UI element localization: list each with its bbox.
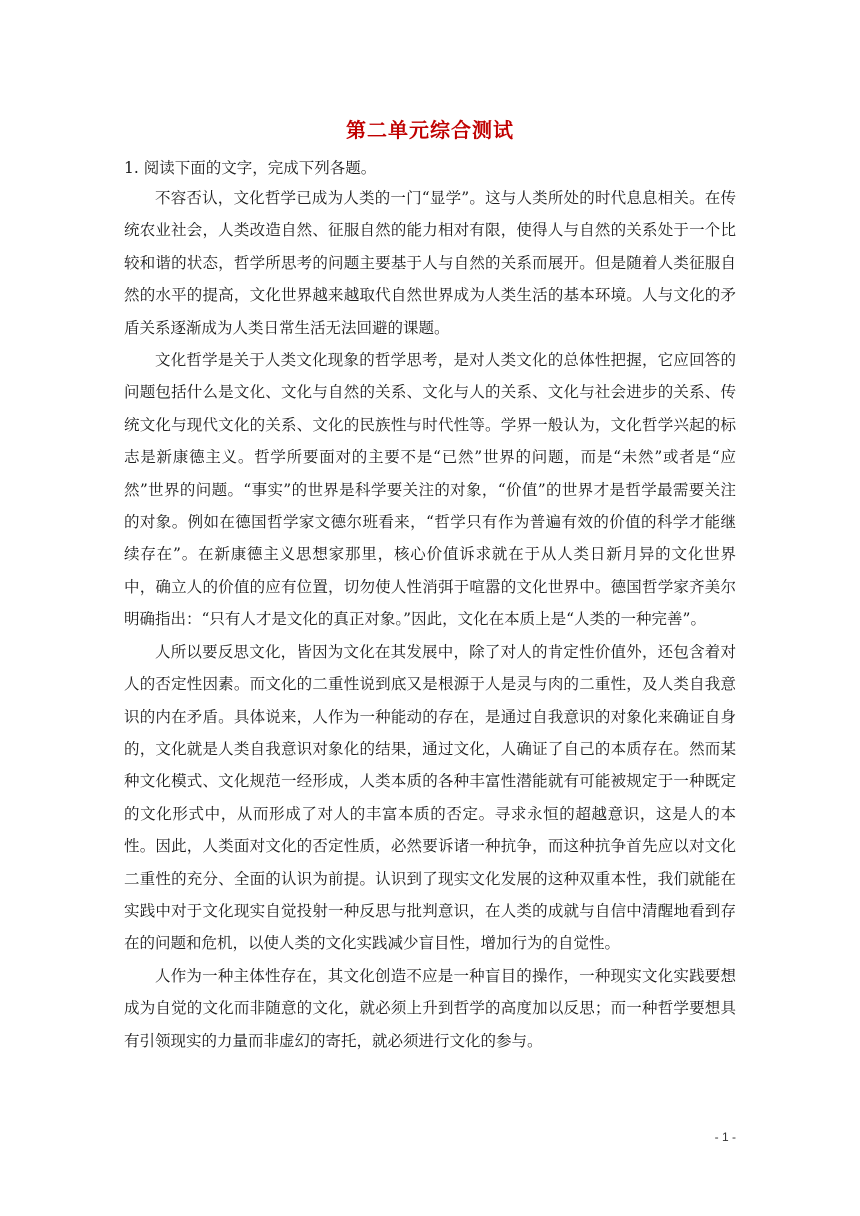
paragraph-2: 文化哲学是关于人类文化现象的哲学思考，是对人类文化的总体性把握，它应回答的问题包括什么是文化、文化与自然的关系、文化与人的关系、文化与社会进步的关系、传统文化与现代文化的关系、文化的民族性与时代性等。学界一般认为，文化哲学兴起的标志是新康德主义。哲学所要面对的主要不是“已然”世界的问题，而是“未然”或者是“应然”世界的问题。“事实”的世界是科学要关注的对象，“价值”的世界才是哲学最需要关注的对象。例如在德国哲学家文德尔班看来，“哲学只有作为普遍有效的价值的科学才能继续存在”。在新康德主义思想家那里，核心价值诉求就在于从人类日新月异的文化世界中，确立人的价值的应有位置，切勿使人性消弭于喧嚣的文化世界中。德国哲学家齐美尔明确指出：“只有人才是文化的真正对象。”因此，文化在本质上是“人类的一种完善”。: [124, 351, 736, 629]
paragraph-4: 人作为一种主体性存在，其文化创造不应是一种盲目的操作，一种现实文化实践要想成为自觉的文化而非随意的文化，就必须上升到哲学的高度加以反思；而一种哲学要想具有引领现实的力量而非虚幻的寄托，就必须进行文化的参与。: [124, 966, 736, 1050]
paragraph-3: 人所以要反思文化，皆因为文化在其发展中，除了对人的肯定性价值外，还包含着对人的否定性因素。而文化的二重性说到底又是根源于人是灵与肉的二重性，及人类自我意识的内在矛盾。具体说来，人作为一种能动的存在，是通过自我意识的对象化来确证自身的，文化就是人类自我意识对象化的结果，通过文化，人确证了自己的本质存在。然而某种文化模式、文化规范一经形成，人类本质的各种丰富性潜能就有可能被规定于一种既定的文化形式中，从而形成了对人的丰富本质的否定。寻求永恒的超越意识，这是人的本性。因此，人类面对文化的否定性质，必然要诉诸一种抗争，而这种抗争首先应以对文化二重性的充分、全面的认识为前提。认识到了现实文化发展的这种双重本性，我们就能在实践中对于文化现实自觉投射一种反思与批判意识，在人类的成就与自信中清醒地看到存在的问题和危机，以使人类的文化实践减少盲目性，增加行为的自觉性。: [124, 642, 736, 953]
page-number: - 1 -: [714, 1130, 736, 1144]
document-title: 第二单元综合测试: [346, 118, 514, 142]
passage-body: [124, 182, 736, 1057]
question-intro: 1. 阅读下面的文字，完成下列各题。: [124, 159, 377, 177]
paragraph-1: 不容否认，文化哲学已成为人类的一门“显学”。这与人类所处的时代息息相关。在传统农业社会，人类改造自然、征服自然的能力相对有限，使得人与自然的关系处于一个比较和谐的状态，哲学所思考的问题主要基于人与自然的关系而展开。但是随着人类征服自然的水平的提高，文化世界越来越取代自然世界成为人类生活的基本环境。人与文化的矛盾关系逐渐成为人类日常生活无法回避的课题。: [124, 189, 736, 337]
